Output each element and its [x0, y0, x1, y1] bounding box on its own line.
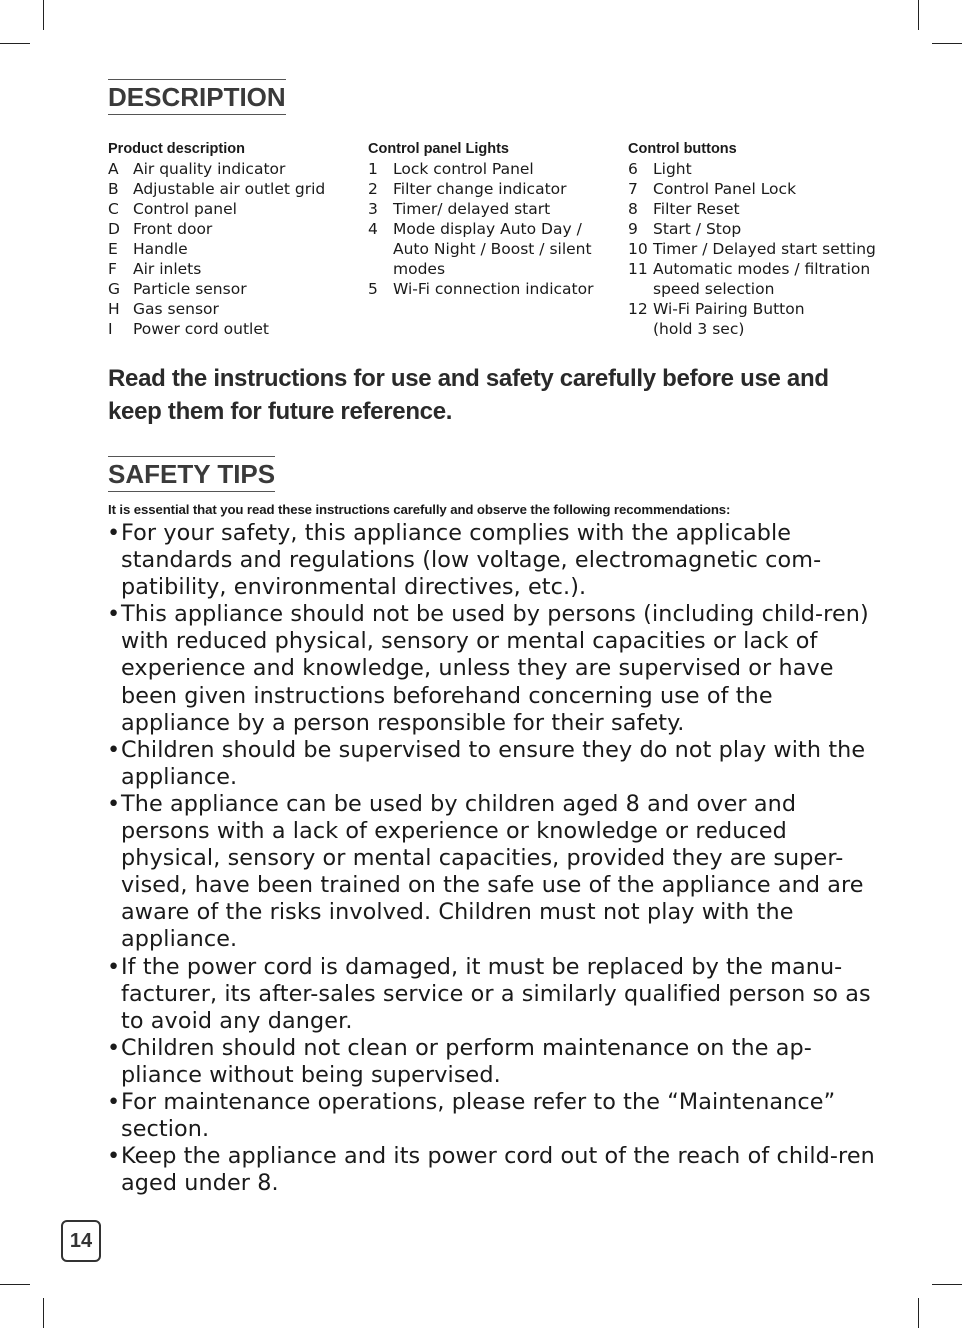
bullet-icon: •: [107, 1034, 121, 1061]
crop-mark: [0, 43, 30, 44]
item-key: 3: [368, 200, 378, 218]
safety-tip: [105, 520, 885, 601]
safety-tips-heading: SAFETY TIPS: [108, 456, 275, 492]
list-item: [108, 239, 358, 259]
safety-tip-text: The appliance can be used by children aged 8 and over and persons with a lack of experience or knowledge or reduced physical, sensory or mental capacities, provided they are super-vised, have been trained on the safe use of the appliance and are aware of the risks involved. Children must not play with the appliance.: [121, 790, 864, 953]
list-item: [108, 179, 358, 199]
safety-tip-text: For your safety, this appliance complies with the applicable standards and regulations (low voltage, electromagnetic com-patibility, environmental directives, etc.).: [121, 520, 822, 601]
item-text: Power cord outlet: [133, 320, 269, 338]
item-key: G: [108, 280, 121, 298]
list-item: [368, 279, 608, 299]
item-text: Lock control Panel: [393, 160, 534, 178]
list-item: [628, 159, 890, 179]
item-text: Wi-Fi connection indicator: [393, 280, 594, 298]
safety-tip-text: Children should not clean or perform maintenance on the ap-pliance without being supervised.: [121, 1034, 812, 1088]
item-text: Air inlets: [133, 260, 202, 278]
safety-tip: [105, 954, 885, 1035]
item-key: D: [108, 220, 120, 238]
bullet-icon: •: [107, 1088, 121, 1115]
bullet-icon: •: [107, 601, 121, 628]
safety-tip-text: If the power cord is damaged, it must be replaced by the manu-facturer, its after-sales service or a similarly qualified person so as to avoid any danger.: [121, 953, 871, 1034]
safety-tip: [105, 1143, 885, 1197]
item-key: 4: [368, 220, 378, 238]
item-key: 10: [628, 240, 648, 258]
bullet-icon: •: [107, 520, 121, 546]
crop-mark: [918, 0, 919, 30]
item-key: F: [108, 260, 117, 278]
safety-tip-text: For maintenance operations, please refer to the “Maintenance” section.: [121, 1088, 836, 1143]
item-key: 9: [628, 220, 638, 238]
list-item: [368, 159, 608, 179]
crop-mark: [932, 1284, 962, 1285]
item-text: Timer/ delayed start: [393, 200, 551, 218]
list-item: [628, 259, 890, 299]
bullet-icon: •: [107, 736, 121, 763]
description-heading: DESCRIPTION: [108, 79, 286, 115]
control-panel-lights-title: Control panel Lights: [368, 141, 509, 157]
item-key: 6: [628, 160, 638, 178]
item-key: 7: [628, 180, 638, 198]
safety-tips-list: [105, 520, 885, 1197]
list-item: [628, 239, 890, 259]
item-key: I: [108, 320, 113, 338]
list-item: [108, 159, 358, 179]
list-item: [368, 219, 608, 279]
list-item: [628, 299, 890, 339]
safety-tip-text: This appliance should not be used by persons (including child-ren) with reduced physical, sensory or mental capacities or lack of experience and knowledge, unless they are supervised or have been given instructions beforehand concerning use of the appliance by a person responsible for their safety.: [121, 601, 869, 736]
item-text: Handle: [133, 240, 188, 258]
item-key: 8: [628, 200, 638, 218]
item-key: 12: [628, 300, 648, 318]
list-item: [108, 219, 358, 239]
item-key: 1: [368, 160, 378, 178]
item-key: 11: [628, 260, 648, 278]
item-key: H: [108, 300, 120, 318]
list-item: [368, 179, 608, 199]
safety-intro: It is essential that you read these instructions carefully and observe the following recommendations:: [108, 502, 731, 517]
item-key: 2: [368, 180, 378, 198]
crop-mark: [0, 1284, 30, 1285]
list-item: [628, 179, 890, 199]
control-panel-lights-column: [368, 140, 608, 299]
item-text: Filter change indicator: [393, 180, 567, 198]
safety-tip-text: Keep the appliance and its power cord out of the reach of child-ren aged under 8.: [121, 1143, 875, 1197]
bullet-icon: •: [107, 1143, 121, 1170]
item-key: B: [108, 180, 119, 198]
crop-mark: [43, 0, 44, 30]
list-item: [108, 319, 358, 339]
item-text: Front door: [133, 220, 213, 238]
item-text: Air quality indicator: [133, 160, 286, 178]
bullet-icon: •: [107, 790, 121, 817]
item-text: Particle sensor: [133, 280, 247, 298]
product-description-column: [108, 140, 358, 339]
item-text: Wi-Fi Pairing Button (hold 3 sec): [653, 300, 805, 338]
item-text: Start / Stop: [653, 220, 742, 238]
item-text: Control Panel Lock: [653, 180, 797, 198]
item-text: Timer / Delayed start setting: [653, 240, 876, 258]
safety-tip: [105, 791, 885, 954]
control-buttons-column: [628, 140, 890, 339]
list-item: [108, 199, 358, 219]
item-text: Control panel: [133, 200, 237, 218]
item-text: Adjustable air outlet grid: [133, 180, 326, 198]
product-description-title: Product description: [108, 141, 245, 157]
safety-tip-text: Children should be supervised to ensure they do not play with the appliance.: [121, 736, 866, 790]
list-item: [628, 219, 890, 239]
item-key: E: [108, 240, 118, 258]
crop-mark: [932, 43, 962, 44]
item-key: C: [108, 200, 119, 218]
item-text: Filter Reset: [653, 200, 740, 218]
safety-tip: [105, 1035, 885, 1089]
crop-mark: [918, 1298, 919, 1328]
safety-tip: [105, 737, 885, 791]
list-item: [368, 199, 608, 219]
item-text: Light: [653, 160, 692, 178]
crop-mark: [43, 1298, 44, 1328]
safety-tip: [105, 1089, 885, 1143]
list-item: [108, 279, 358, 299]
list-item: [628, 199, 890, 219]
safety-tip: [105, 601, 885, 736]
item-key: 5: [368, 280, 378, 298]
item-text: Mode display Auto Day / Auto Night / Boost / silent modes: [393, 220, 592, 278]
item-key: A: [108, 160, 119, 178]
item-text: Gas sensor: [133, 300, 219, 318]
read-instructions-note: Read the instructions for use and safety carefully before use and keep them for future reference.: [108, 365, 829, 425]
control-buttons-title: Control buttons: [628, 141, 737, 157]
list-item: [108, 299, 358, 319]
page-number: 14: [61, 1220, 101, 1262]
item-text: Automatic modes / filtration speed selection: [653, 260, 871, 298]
bullet-icon: •: [107, 953, 121, 980]
list-item: [108, 259, 358, 279]
